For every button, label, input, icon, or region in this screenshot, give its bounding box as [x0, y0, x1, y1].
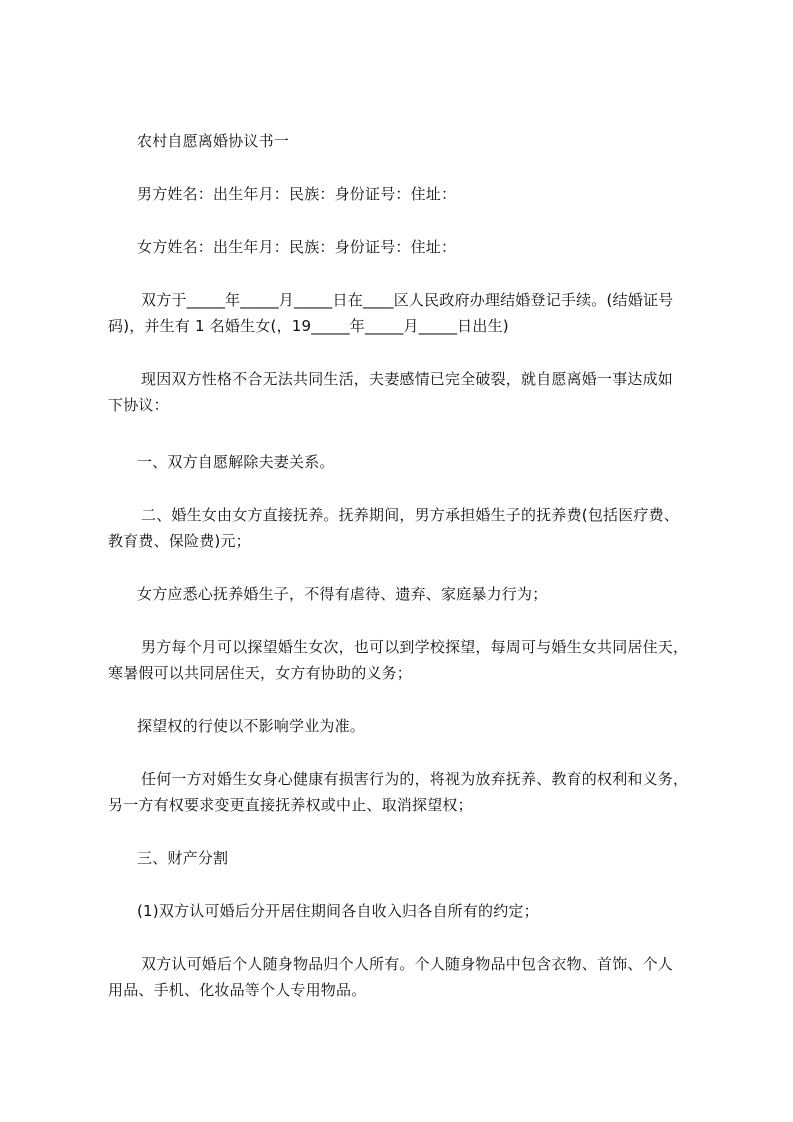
visitation-limit-text: 探望权的行使以不影响学业为准。: [137, 717, 366, 735]
paragraph-line: 教育费、保险费)元；: [108, 532, 251, 550]
paragraph-line: 双方认可婚后个人随身物品归个人所有。个人随身物品中包含衣物、首饰、个人: [141, 955, 674, 973]
paragraph-line: 码)，并生有 1 名婚生女(，19_____年_____月_____日出生): [108, 317, 509, 335]
clause-1-text: 一、双方自愿解除夫妻关系。: [137, 453, 335, 471]
paragraph-line: 双方于_____年_____月_____日在____区人民政府办理结婚登记手续。(结婚证号: [141, 291, 674, 309]
paragraph-line: 下协议：: [108, 396, 169, 414]
paragraph-line: 二、婚生女由女方直接抚养。抚养期间，男方承担婚生子的抚养费(包括医疗费、: [141, 506, 680, 524]
female-info-text: 女方姓名：出生年月：民族：身份证号：住址：: [137, 238, 457, 256]
title-text: 农村自愿离婚协议书一: [137, 132, 290, 150]
paragraph-line: 任何一方对婚生女身心健康有损害行为的，将视为放弃抚养、教育的权利和义务，: [141, 770, 689, 788]
paragraph-line: 男方每个月可以探望婚生女次，也可以到学校探望，每周可与婚生女共同居住天，: [141, 638, 689, 656]
paragraph-line: 现因双方性格不合无法共同生活，夫妻感情已完全破裂，就自愿离婚一事达成如: [141, 370, 674, 388]
paragraph-line: 另一方有权要求变更直接抚养权或中止、取消探望权；: [108, 796, 473, 814]
paragraph-line: 用品、手机、化妆品等个人专用物品。: [108, 981, 367, 999]
clause-3-text: 三、财产分割: [137, 849, 229, 867]
male-info-text: 男方姓名：出生年月：民族：身份证号：住址：: [137, 185, 457, 203]
property-1-text: (1)双方认可婚后分开居住期间各自收入归各自所有的约定；: [137, 902, 539, 920]
female-duty-text: 女方应悉心抚养婚生子，不得有虐待、遗弃、家庭暴力行为；: [137, 585, 548, 603]
paragraph-line: 寒暑假可以共同居住天，女方有协助的义务；: [108, 664, 413, 682]
